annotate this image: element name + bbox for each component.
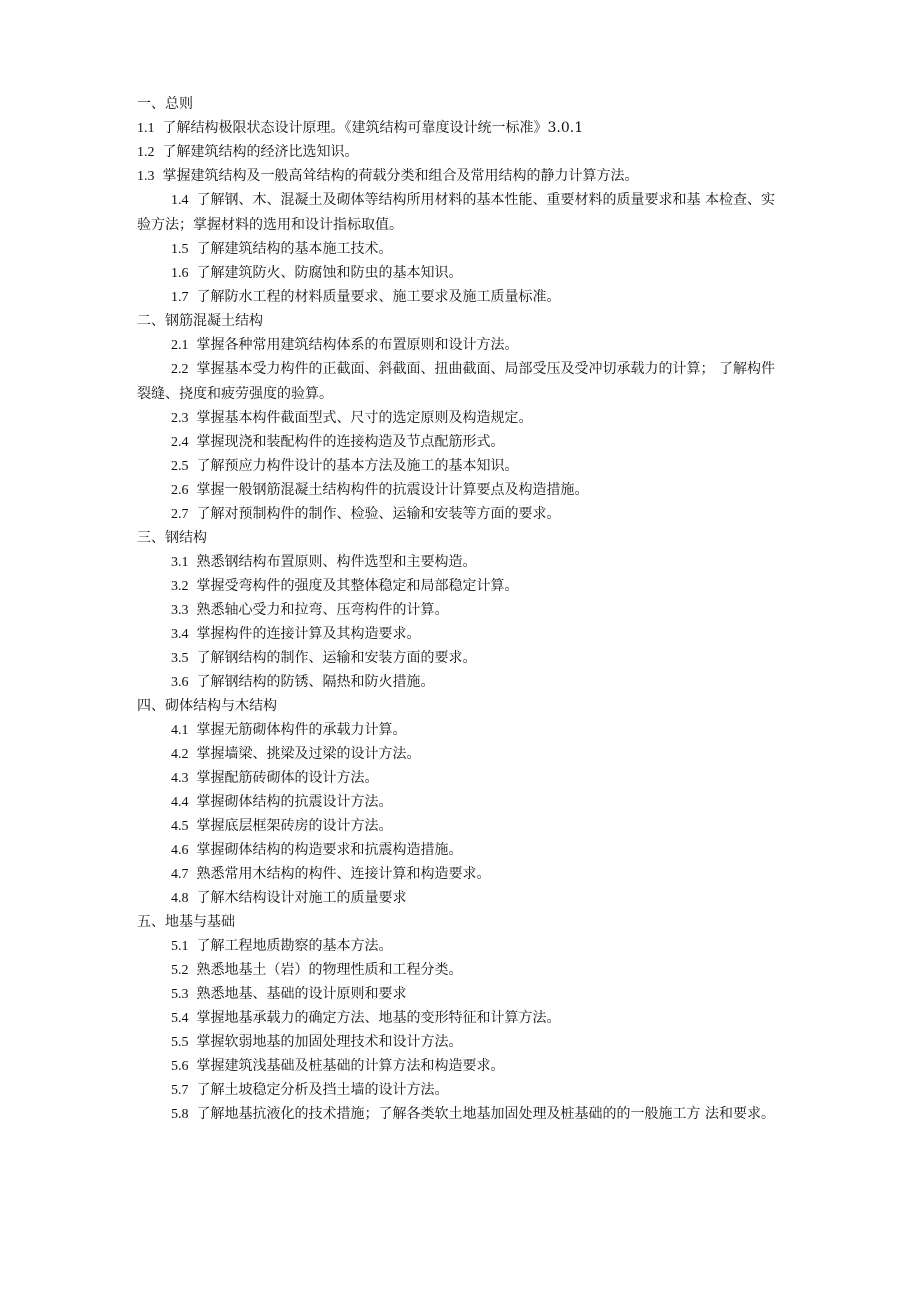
clause-text: 了解钢结构的防锈、隔热和防火措施。 bbox=[196, 674, 435, 690]
clause-text: 了解防水工程的材料质量要求、施工要求及施工质量标准。 bbox=[196, 289, 561, 305]
clause-text: 熟悉钢结构布置原则、构件选型和主要构造。 bbox=[196, 554, 477, 570]
clause-number: 5.6 bbox=[171, 1059, 189, 1074]
clause-item bbox=[137, 838, 782, 862]
clause-item bbox=[137, 1030, 782, 1054]
clause-item bbox=[137, 862, 782, 886]
clause-item bbox=[137, 598, 782, 622]
clause-text: 掌握底层框架砖房的设计方法。 bbox=[196, 818, 393, 834]
clause-item bbox=[137, 670, 782, 694]
clause-number: 2.4 bbox=[171, 435, 189, 450]
clause-item bbox=[137, 886, 782, 910]
clause-number: 1.1 bbox=[137, 121, 155, 136]
clause-number: 1.3 bbox=[137, 169, 155, 184]
clause-number: 2.3 bbox=[171, 411, 189, 426]
clause-item bbox=[137, 188, 782, 237]
clause-text: 掌握基本构件截面型式、尺寸的选定原则及构造规定。 bbox=[196, 410, 533, 426]
clause-number: 3.6 bbox=[171, 675, 189, 690]
clause-text: 掌握砌体结构的构造要求和抗震构造措施。 bbox=[196, 842, 463, 858]
clause-item bbox=[137, 934, 782, 958]
clause-item bbox=[137, 814, 782, 838]
clause-text: 熟悉地基土（岩）的物理性质和工程分类。 bbox=[196, 962, 463, 978]
clause-item bbox=[137, 790, 782, 814]
clause-text: 熟悉常用木结构的构件、连接计算和构造要求。 bbox=[196, 866, 491, 882]
clause-text: 熟悉地基、基础的设计原则和要求 bbox=[196, 986, 407, 1002]
clause-number: 1.6 bbox=[171, 266, 189, 281]
clause-item bbox=[137, 958, 782, 982]
clause-text: 掌握基本受力构件的正截面、斜截面、扭曲截面、局部受压及受冲切承载力的计算； 了解构件裂缝、挠度和疲劳强度的验算。 bbox=[137, 361, 775, 402]
clause-item bbox=[137, 502, 782, 526]
clause-text: 掌握配筋砖砌体的设计方法。 bbox=[196, 770, 379, 786]
clause-item bbox=[137, 478, 782, 502]
clause-number: 3.5 bbox=[171, 651, 189, 666]
clause-item bbox=[137, 237, 782, 261]
clause-item bbox=[137, 550, 782, 574]
clause-number: 2.6 bbox=[171, 483, 189, 498]
clause-item bbox=[137, 1102, 782, 1127]
clause-item bbox=[137, 140, 782, 164]
clause-number: 1.5 bbox=[171, 242, 189, 257]
clause-item bbox=[137, 261, 782, 285]
clause-number: 1.4 bbox=[171, 193, 189, 208]
clause-text: 掌握受弯构件的强度及其整体稳定和局部稳定计算。 bbox=[196, 578, 519, 594]
clause-number: 4.5 bbox=[171, 819, 189, 834]
clause-number: 4.8 bbox=[171, 891, 189, 906]
section-heading: 二、钢筋混凝土结构 bbox=[137, 313, 263, 329]
clause-item bbox=[137, 285, 782, 309]
clause-text: 掌握一般钢筋混凝土结构构件的抗震设计计算要点及构造措施。 bbox=[196, 482, 589, 498]
clause-number: 5.4 bbox=[171, 1011, 189, 1026]
clause-number: 5.1 bbox=[171, 939, 189, 954]
clause-text: 了解预应力构件设计的基本方法及施工的基本知识。 bbox=[196, 458, 519, 474]
clause-item bbox=[137, 646, 782, 670]
clause-text: 掌握墙梁、挑梁及过梁的设计方法。 bbox=[196, 746, 421, 762]
clause-item bbox=[137, 574, 782, 598]
clause-number: 2.1 bbox=[171, 338, 189, 353]
clause-text: 了解木结构设计对施工的质量要求 bbox=[196, 890, 407, 906]
clause-text: 了解建筑结构的基本施工技术。 bbox=[196, 241, 393, 257]
clause-item bbox=[137, 430, 782, 454]
clause-number: 5.8 bbox=[171, 1107, 189, 1122]
clause-number: 2.2 bbox=[171, 362, 189, 377]
clause-item bbox=[137, 116, 782, 140]
clause-number: 3.2 bbox=[171, 579, 189, 594]
clause-text: 了解钢结构的制作、运输和安装方面的要求。 bbox=[196, 650, 477, 666]
clause-text: 了解工程地质勘察的基本方法。 bbox=[196, 938, 393, 954]
clause-item bbox=[137, 1006, 782, 1030]
clause-number: 4.7 bbox=[171, 867, 189, 882]
clause-item bbox=[137, 357, 782, 406]
document-body bbox=[137, 92, 782, 1127]
clause-number: 4.2 bbox=[171, 747, 189, 762]
clause-number: 3.4 bbox=[171, 627, 189, 642]
clause-item bbox=[137, 164, 782, 188]
clause-text: 了解结构极限状态设计原理。《建筑结构可靠度设计统一标准》3.0.1 bbox=[162, 120, 584, 136]
clause-item bbox=[137, 718, 782, 742]
clause-text: 掌握砌体结构的抗震设计方法。 bbox=[196, 794, 393, 810]
clause-number: 1.2 bbox=[137, 145, 155, 160]
clause-item bbox=[137, 454, 782, 478]
clause-text: 了解建筑结构的经济比选知识。 bbox=[162, 144, 359, 160]
clause-number: 2.7 bbox=[171, 507, 189, 522]
section-heading: 四、砌体结构与木结构 bbox=[137, 698, 277, 714]
clause-text: 了解土坡稳定分析及挡土墙的设计方法。 bbox=[196, 1082, 449, 1098]
clause-number: 2.5 bbox=[171, 459, 189, 474]
clause-text: 掌握现浇和装配构件的连接构造及节点配筋形式。 bbox=[196, 434, 505, 450]
clause-text: 了解地基抗液化的技术措施；了解各类软土地基加固处理及桩基础的的一般施工方 法和要求。 bbox=[196, 1106, 775, 1122]
clause-number: 3.3 bbox=[171, 603, 189, 618]
clause-text: 掌握建筑结构及一般高耸结构的荷载分类和组合及常用结构的静力计算方法。 bbox=[162, 168, 639, 184]
clause-number: 1.7 bbox=[171, 290, 189, 305]
clause-number: 5.3 bbox=[171, 987, 189, 1002]
clause-text: 了解对预制构件的制作、检验、运输和安装等方面的要求。 bbox=[196, 506, 561, 522]
clause-item bbox=[137, 766, 782, 790]
clause-item bbox=[137, 333, 782, 357]
clause-text: 了解钢、木、混凝土及砌体等结构所用材料的基本性能、重要材料的质量要求和基 本检查、实验方法；掌握材料的选用和设计指标取值。 bbox=[137, 192, 775, 233]
clause-item bbox=[137, 982, 782, 1006]
clause-number: 5.2 bbox=[171, 963, 189, 978]
clause-text: 了解建筑防火、防腐蚀和防虫的基本知识。 bbox=[196, 265, 463, 281]
section-heading: 一、总则 bbox=[137, 96, 193, 112]
clause-text: 掌握软弱地基的加固处理技术和设计方法。 bbox=[196, 1034, 463, 1050]
clause-number: 5.7 bbox=[171, 1083, 189, 1098]
section-heading: 三、钢结构 bbox=[137, 530, 207, 546]
clause-item bbox=[137, 1078, 782, 1102]
clause-text: 掌握建筑浅基础及桩基础的计算方法和构造要求。 bbox=[196, 1058, 505, 1074]
clause-number: 5.5 bbox=[171, 1035, 189, 1050]
clause-item bbox=[137, 1054, 782, 1078]
clause-item bbox=[137, 742, 782, 766]
section-heading: 五、地基与基础 bbox=[137, 914, 235, 930]
clause-number: 3.1 bbox=[171, 555, 189, 570]
clause-number: 4.6 bbox=[171, 843, 189, 858]
clause-text: 掌握构件的连接计算及其构造要求。 bbox=[196, 626, 421, 642]
clause-number: 4.1 bbox=[171, 723, 189, 738]
clause-item bbox=[137, 406, 782, 430]
clause-number: 4.3 bbox=[171, 771, 189, 786]
clause-text: 掌握各种常用建筑结构体系的布置原则和设计方法。 bbox=[196, 337, 519, 353]
clause-item bbox=[137, 622, 782, 646]
clause-text: 掌握无筋砌体构件的承载力计算。 bbox=[196, 722, 407, 738]
clause-number: 4.4 bbox=[171, 795, 189, 810]
clause-text: 掌握地基承载力的确定方法、地基的变形特征和计算方法。 bbox=[196, 1010, 561, 1026]
clause-text: 熟悉轴心受力和拉弯、压弯构件的计算。 bbox=[196, 602, 449, 618]
